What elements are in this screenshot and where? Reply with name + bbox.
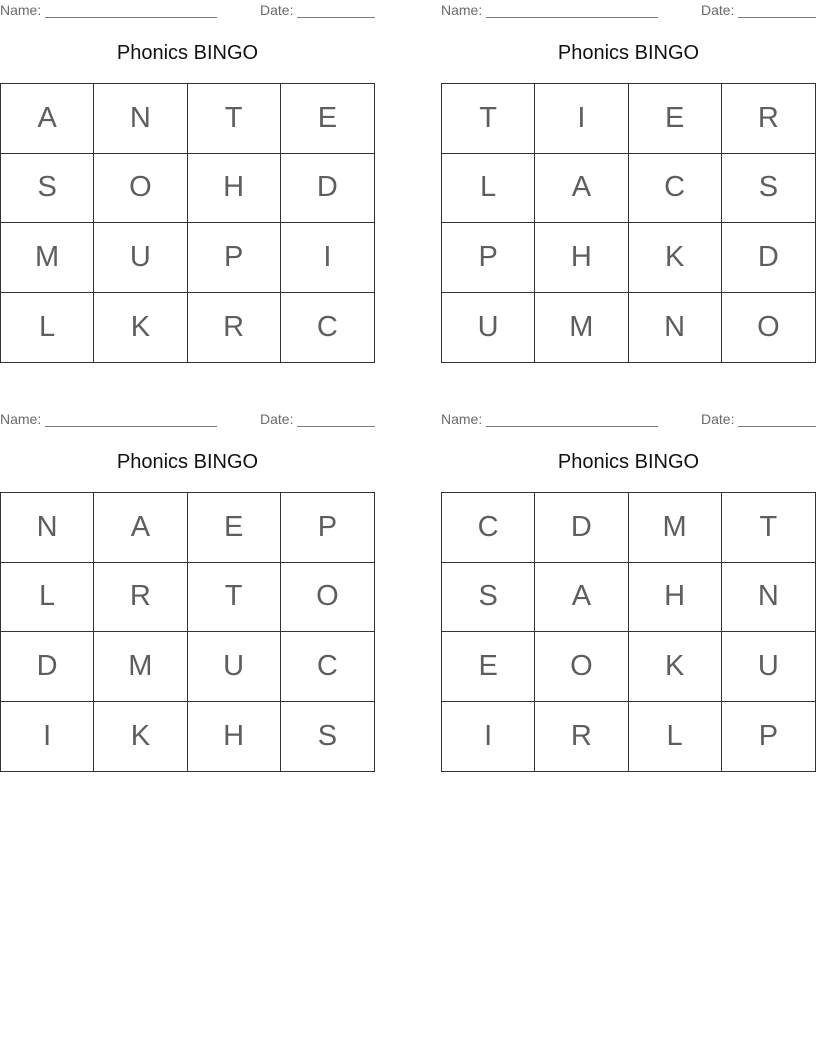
bingo-cell[interactable]: T: [188, 563, 281, 633]
name-label: Name:: [0, 411, 42, 427]
bingo-cell[interactable]: U: [188, 632, 281, 702]
bingo-cell[interactable]: N: [1, 493, 94, 563]
bingo-cell[interactable]: H: [188, 154, 281, 224]
bingo-cell[interactable]: N: [94, 84, 187, 154]
bingo-cell[interactable]: L: [629, 702, 722, 772]
card-title: Phonics BINGO: [116, 451, 259, 473]
bingo-cell[interactable]: M: [629, 493, 722, 563]
name-date-row: [0, 411, 375, 429]
name-date-row: [441, 411, 816, 429]
bingo-card-4: [441, 409, 816, 773]
bingo-cell[interactable]: O: [535, 632, 628, 702]
bingo-cell[interactable]: E: [281, 84, 374, 154]
name-label: Name:: [0, 2, 42, 18]
bingo-cell[interactable]: U: [722, 632, 815, 702]
date-line[interactable]: [738, 17, 816, 18]
bingo-cell[interactable]: C: [629, 154, 722, 224]
bingo-cell[interactable]: P: [758, 719, 779, 752]
bingo-cell[interactable]: H: [535, 223, 628, 293]
bingo-cell[interactable]: E: [442, 632, 535, 702]
bingo-cell[interactable]: D: [722, 223, 815, 293]
bingo-cell[interactable]: D: [281, 154, 374, 224]
bingo-cell[interactable]: A: [535, 563, 628, 633]
bingo-cell[interactable]: S: [722, 154, 815, 224]
bingo-cell[interactable]: N: [629, 293, 722, 363]
bingo-cell[interactable]: K: [94, 293, 187, 363]
bingo-cell[interactable]: H: [188, 702, 281, 772]
bingo-cell[interactable]: I: [281, 223, 374, 293]
name-line[interactable]: [486, 17, 658, 18]
bingo-cell[interactable]: A: [535, 154, 628, 224]
bingo-cell[interactable]: O: [94, 154, 187, 224]
bingo-cell[interactable]: S: [317, 719, 338, 752]
date-label: Date:: [701, 2, 735, 18]
bingo-grid: [441, 492, 816, 772]
bingo-cell[interactable]: I: [442, 702, 535, 772]
bingo-cell[interactable]: E: [188, 493, 281, 563]
bingo-cell[interactable]: P: [281, 493, 374, 563]
bingo-cell[interactable]: I: [1, 702, 94, 772]
bingo-cell[interactable]: K: [629, 223, 722, 293]
bingo-cell[interactable]: C: [442, 493, 535, 563]
bingo-cell[interactable]: L: [1, 563, 94, 633]
bingo-grid: [0, 492, 375, 772]
name-line[interactable]: [486, 426, 658, 427]
name-line[interactable]: [45, 17, 217, 18]
bingo-cell[interactable]: R: [722, 84, 815, 154]
name-date-row: [441, 2, 816, 20]
bingo-cell[interactable]: P: [442, 223, 535, 293]
bingo-cell[interactable]: E: [629, 84, 722, 154]
name-label: Name:: [441, 2, 483, 18]
bingo-cell[interactable]: M: [94, 632, 187, 702]
bingo-cell[interactable]: S: [1, 154, 94, 224]
bingo-cell[interactable]: D: [1, 632, 94, 702]
bingo-cell[interactable]: U: [94, 223, 187, 293]
bingo-cell[interactable]: M: [1, 223, 94, 293]
bingo-cell[interactable]: H: [629, 563, 722, 633]
bingo-cell[interactable]: M: [535, 293, 628, 363]
bingo-grid: [441, 83, 816, 363]
card-title: Phonics BINGO: [116, 42, 259, 64]
bingo-card-1: [0, 0, 375, 364]
bingo-cell[interactable]: D: [535, 493, 628, 563]
bingo-cell[interactable]: I: [535, 84, 628, 154]
bingo-cell[interactable]: T: [722, 493, 815, 563]
bingo-cell[interactable]: L: [442, 154, 535, 224]
bingo-grid: [0, 83, 375, 363]
bingo-cell[interactable]: C: [316, 310, 338, 343]
bingo-cell[interactable]: T: [188, 84, 281, 154]
bingo-cell[interactable]: T: [442, 84, 535, 154]
date-label: Date:: [701, 411, 735, 427]
bingo-cell[interactable]: K: [94, 702, 187, 772]
bingo-cell[interactable]: N: [722, 563, 815, 633]
bingo-cell[interactable]: C: [281, 632, 374, 702]
bingo-cell[interactable]: O: [281, 563, 374, 633]
bingo-cell[interactable]: A: [1, 84, 94, 154]
date-line[interactable]: [738, 426, 816, 427]
bingo-cell[interactable]: A: [94, 493, 187, 563]
name-date-row: [0, 2, 375, 20]
bingo-cell[interactable]: P: [188, 223, 281, 293]
bingo-cell[interactable]: R: [535, 702, 628, 772]
bingo-cell[interactable]: U: [442, 293, 535, 363]
bingo-cell[interactable]: L: [1, 293, 94, 363]
bingo-card-2: [441, 0, 816, 364]
bingo-cell[interactable]: R: [188, 293, 281, 363]
bingo-card-3: [0, 409, 375, 773]
bingo-cell[interactable]: O: [757, 310, 780, 343]
date-label: Date:: [260, 2, 294, 18]
name-line[interactable]: [45, 426, 217, 427]
date-line[interactable]: [297, 17, 375, 18]
date-label: Date:: [260, 411, 294, 427]
bingo-cell[interactable]: S: [442, 563, 535, 633]
card-title: Phonics BINGO: [557, 451, 700, 473]
date-line[interactable]: [297, 426, 375, 427]
bingo-cell[interactable]: K: [629, 632, 722, 702]
card-title: Phonics BINGO: [557, 42, 700, 64]
name-label: Name:: [441, 411, 483, 427]
bingo-cell[interactable]: R: [94, 563, 187, 633]
